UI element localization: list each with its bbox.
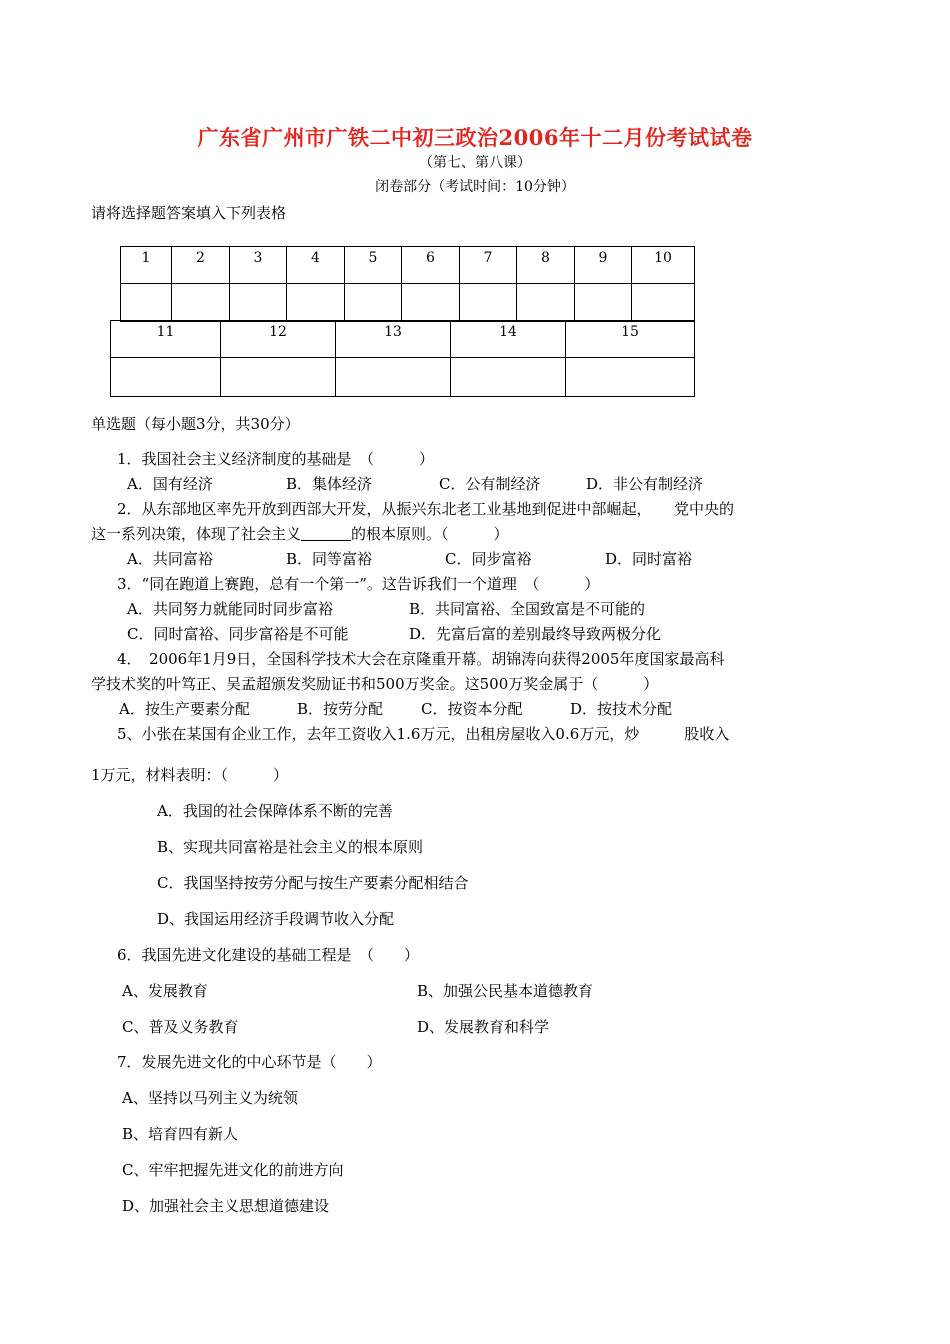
answer-input-cell[interactable]: [632, 284, 695, 322]
question-2-option-b[interactable]: B．同等富裕: [286, 550, 373, 568]
question-1-option-a[interactable]: A．国有经济: [127, 475, 213, 493]
question-4-option-b[interactable]: B．按劳分配: [297, 700, 384, 718]
question-3-option-a[interactable]: A．共同努力就能同时同步富裕: [127, 600, 333, 618]
question-2-stem-line2: [91, 523, 509, 544]
question-4-option-d[interactable]: D．按技术分配: [570, 700, 673, 718]
page-title: 广东省广州市广铁二中初三政治2006年十二月份考试试卷: [197, 125, 753, 150]
question-6-option-b[interactable]: B、加强公民基本道德教育: [417, 982, 594, 1000]
question-5-stem-line1: 5、小张在某国有企业工作，去年工资收入1.6万元，出租房屋收入0.6万元，炒 股收入: [117, 725, 730, 743]
answer-header-cell: 9: [575, 247, 632, 284]
question-3-option-d[interactable]: D．先富后富的差别最终导致两极分化: [409, 625, 662, 643]
answer-header-cell: 14: [451, 321, 566, 358]
answer-table-bottom: [110, 320, 695, 397]
question-5-option-c[interactable]: C．我国坚持按劳分配与按生产要素分配相结合: [157, 874, 469, 892]
question-1-stem: 1．我国社会主义经济制度的基础是 （ ）: [117, 450, 435, 468]
question-3-stem: 3．“同在跑道上赛跑，总有一个第一”。这告诉我们一个道理 （ ）: [117, 575, 600, 593]
question-5-option-d[interactable]: D、我国运用经济手段调节收入分配: [157, 910, 395, 928]
question-7-stem: 7．发展先进文化的中心环节是（ ）: [117, 1053, 382, 1071]
question-7-option-d[interactable]: D、加强社会主义思想道德建设: [122, 1197, 330, 1215]
question-5-option-b[interactable]: B、实现共同富裕是社会主义的根本原则: [157, 838, 424, 856]
answer-input-cell[interactable]: [121, 284, 172, 322]
question-4-stem-line1: 4． 2006年1月9日，全国科学技术大会在京隆重开幕。胡锦涛向获得2005年度国家最高科: [117, 650, 725, 668]
answer-input-cell[interactable]: [566, 358, 695, 397]
question-6-option-a[interactable]: A、发展教育: [122, 982, 208, 1000]
subtitle-exam-time: 闭卷部分（考试时间：10分钟）: [375, 179, 575, 195]
question-2-stem-line1: 2．从东部地区率先开放到西部大开发，从振兴东北老工业基地到促进中部崛起， 党中央的: [117, 500, 735, 518]
fill-in-blank[interactable]: [301, 526, 351, 541]
question-6-option-d[interactable]: D、发展教育和科学: [417, 1018, 550, 1036]
answer-instruction: 请将选择题答案填入下列表格: [91, 204, 287, 222]
question-6-stem: 6．我国先进文化建设的基础工程是 （ ）: [117, 946, 420, 964]
answer-header-cell: 12: [221, 321, 336, 358]
answer-input-cell[interactable]: [221, 358, 336, 397]
question-1-option-d[interactable]: D．非公有制经济: [586, 475, 704, 493]
question-6-option-c[interactable]: C、普及义务教育: [122, 1018, 239, 1036]
answer-header-cell: 1: [121, 247, 172, 284]
answer-header-cell: 6: [402, 247, 460, 284]
answer-header-cell: 15: [566, 321, 695, 358]
answer-input-cell[interactable]: [111, 358, 221, 397]
question-7-option-b[interactable]: B、培育四有新人: [122, 1125, 239, 1143]
question-2-option-a[interactable]: A．共同富裕: [127, 550, 213, 568]
answer-input-cell[interactable]: [336, 358, 451, 397]
answer-input-cell[interactable]: [575, 284, 632, 322]
subtitle-lessons: （第七、第八课）: [419, 155, 531, 171]
answer-input-cell[interactable]: [460, 284, 517, 322]
question-4-option-c[interactable]: C．按资本分配: [421, 700, 523, 718]
answer-input-cell[interactable]: [230, 284, 287, 322]
question-1-option-b[interactable]: B．集体经济: [286, 475, 373, 493]
answer-header-cell: 13: [336, 321, 451, 358]
answer-header-cell: 11: [111, 321, 221, 358]
answer-input-cell[interactable]: [172, 284, 230, 322]
question-5-option-a[interactable]: A．我国的社会保障体系不断的完善: [157, 802, 393, 820]
answer-header-cell: 7: [460, 247, 517, 284]
answer-header-cell: 2: [172, 247, 230, 284]
question-7-option-c[interactable]: C、牢牢把握先进文化的前进方向: [122, 1161, 344, 1179]
question-1-option-c[interactable]: C．公有制经济: [439, 475, 541, 493]
question-2-option-d[interactable]: D．同时富裕: [605, 550, 693, 568]
question-2-stem-part1: 这一系列决策，体现了社会主义: [91, 525, 302, 543]
question-5-stem-line2: 1万元，材料表明：（ ）: [91, 766, 289, 784]
question-2-option-c[interactable]: C．同步富裕: [445, 550, 532, 568]
answer-header-cell: 3: [230, 247, 287, 284]
answer-table-top: [120, 246, 695, 322]
answer-header-cell: 10: [632, 247, 695, 284]
question-4-stem-line2: 学技术奖的叶笃正、吴孟超颁发奖励证书和500万奖金。这500万奖金属于（ ）: [91, 675, 659, 693]
answer-input-cell[interactable]: [517, 284, 575, 322]
answer-header-cell: 4: [287, 247, 345, 284]
question-3-option-c[interactable]: C．同时富裕、同步富裕是不可能: [127, 625, 349, 643]
question-4-option-a[interactable]: A．按生产要素分配: [119, 700, 250, 718]
section-heading: 单选题（每小题3分，共30分）: [91, 415, 300, 433]
question-2-stem-part2: 的根本原则。（ ）: [351, 525, 509, 543]
answer-input-cell[interactable]: [402, 284, 460, 322]
answer-input-cell[interactable]: [345, 284, 402, 322]
answer-header-cell: 5: [345, 247, 402, 284]
answer-input-cell[interactable]: [287, 284, 345, 322]
answer-header-cell: 8: [517, 247, 575, 284]
question-7-option-a[interactable]: A、坚持以马列主义为统领: [122, 1089, 298, 1107]
answer-input-cell[interactable]: [451, 358, 566, 397]
question-3-option-b[interactable]: B．共同富裕、全国致富是不可能的: [409, 600, 646, 618]
